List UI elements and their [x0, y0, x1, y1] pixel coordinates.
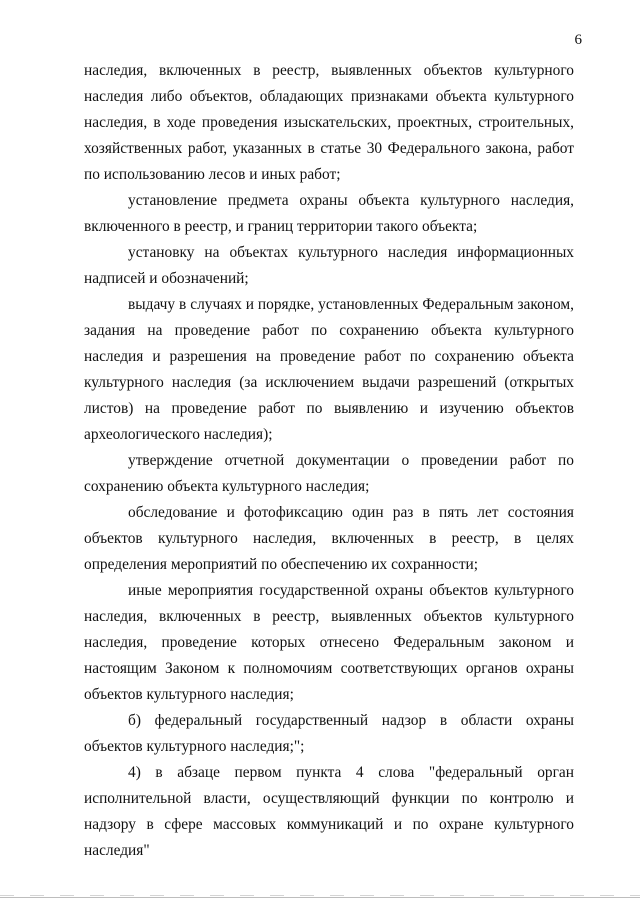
paragraph-continuation: наследия, включенных в реестр, выявленных объектов культурного наследия либо объектов, обладающих признаками объекта культурного наследия, в ходе проведения изыскательских, проектных, строительных, хозяйственных работ, указанных в статье 30 Федерального закона, работ по использованию лесов и иных работ;	[84, 62, 574, 183]
page-number: 6	[574, 32, 582, 48]
scan-artifact-line	[0, 897, 640, 898]
paragraph-other-measures: иные мероприятия государственной охраны объектов культурного наследия, включенных в реестр, выявленных объектов культурного наследия, проведение которых отнесено Федеральным законом и настоящим Законом к полномочиям соответствующих органов охраны объектов культурного наследия;	[84, 582, 574, 703]
document-body	[84, 58, 574, 864]
paragraph-item-4: 4) в абзаце первом пункта 4 слова "федеральный орган исполнительной власти, осуществляющий функции по контролю и надзору в сфере массовых коммуникаций и по охране культурного наследия"	[84, 764, 574, 859]
scan-artifact-dots	[0, 895, 640, 896]
paragraph-information-signs: установку на объектах культурного наследия информационных надписей и обозначений;	[84, 244, 574, 287]
paragraph-inspection: обследование и фотофиксацию один раз в пять лет состояния объектов культурного наследия, включенных в реестр, в целях определения мероприятий по обеспечению их сохранности;	[84, 504, 574, 573]
paragraph-report-approval: утверждение отчетной документации о проведении работ по сохранению объекта культурного наследия;	[84, 452, 574, 495]
paragraph-work-permits: выдачу в случаях и порядке, установленных Федеральным законом, задания на проведение работ по сохранению объекта культурного наследия и разрешения на проведение работ по сохранению объекта культурного наследия (за исключением выдачи разрешений (открытых листов) на проведение работ по выявлению и изучению объектов археологического наследия);	[84, 296, 574, 443]
paragraph-protection-subject: установление предмета охраны объекта культурного наследия, включенного в реестр, и границ территории такого объекта;	[84, 192, 574, 235]
paragraph-federal-supervision: б) федеральный государственный надзор в области охраны объектов культурного наследия;";	[84, 712, 574, 755]
